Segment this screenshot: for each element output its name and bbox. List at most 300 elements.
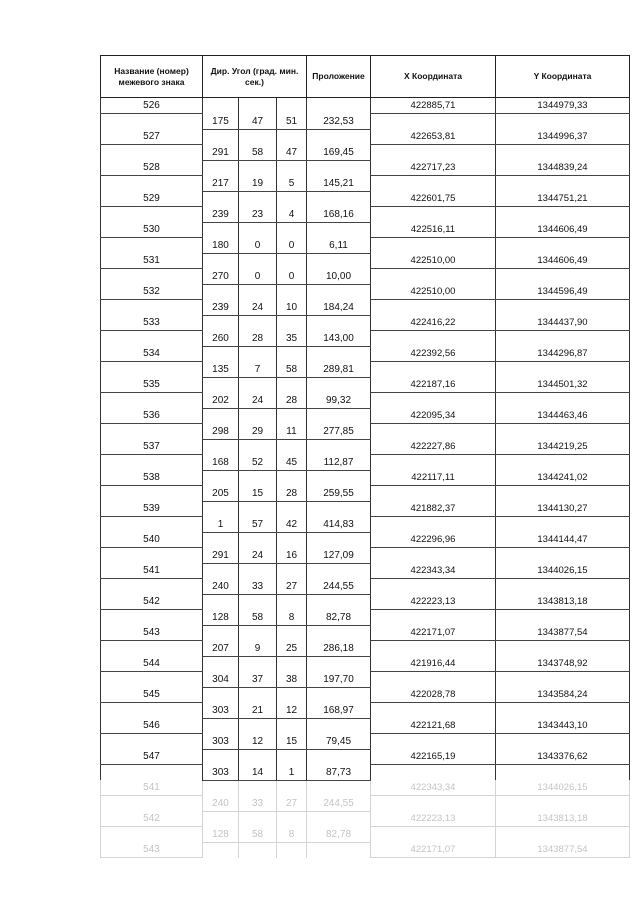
angle-minutes-cell: 14 bbox=[239, 765, 277, 781]
mark-name-cell bbox=[101, 362, 203, 378]
angle-minutes-cell bbox=[239, 532, 277, 548]
angle-minutes-cell: 29 bbox=[239, 424, 277, 440]
y-coordinate-cell: 1343877,54 bbox=[496, 625, 630, 641]
angle-seconds-cell: 8 bbox=[277, 610, 307, 626]
segment-row bbox=[101, 331, 630, 347]
mark-name-cell: 538 bbox=[101, 470, 203, 486]
mark-name-cell bbox=[101, 238, 203, 254]
angle-seconds-cell: 42 bbox=[277, 517, 307, 533]
angle-minutes-cell: 19 bbox=[239, 176, 277, 192]
angle-minutes-cell: 47 bbox=[239, 114, 277, 130]
distance-cell: 289,81 bbox=[307, 362, 371, 378]
distance-cell bbox=[307, 160, 371, 176]
mark-name-cell: 543 bbox=[101, 842, 203, 858]
y-coordinate-cell bbox=[496, 331, 630, 347]
x-coordinate-cell bbox=[371, 176, 496, 192]
boundary-mark-row bbox=[101, 625, 630, 641]
angle-seconds-cell: 28 bbox=[277, 486, 307, 502]
distance-cell: 184,24 bbox=[307, 300, 371, 316]
distance-cell: 232,53 bbox=[307, 114, 371, 130]
y-coordinate-cell bbox=[496, 703, 630, 719]
y-coordinate-cell: 1344996,37 bbox=[496, 129, 630, 145]
angle-degrees-cell: 202 bbox=[203, 393, 239, 409]
x-coordinate-cell: 422416,22 bbox=[371, 315, 496, 331]
angle-minutes-cell bbox=[239, 842, 277, 858]
mark-name-cell: 535 bbox=[101, 377, 203, 393]
angle-degrees-cell: 260 bbox=[203, 331, 239, 347]
mark-name-cell: 539 bbox=[101, 501, 203, 517]
y-coordinate-cell bbox=[496, 145, 630, 161]
x-coordinate-cell bbox=[371, 765, 496, 781]
angle-seconds-cell: 0 bbox=[277, 269, 307, 285]
angle-degrees-cell bbox=[203, 222, 239, 238]
angle-seconds-cell bbox=[277, 532, 307, 548]
y-coordinate-cell: 1343443,10 bbox=[496, 718, 630, 734]
y-coordinate-cell bbox=[496, 486, 630, 502]
distance-cell: 82,78 bbox=[307, 827, 371, 843]
mark-name-cell bbox=[101, 424, 203, 440]
segment-row bbox=[101, 672, 630, 688]
angle-minutes-cell bbox=[239, 346, 277, 362]
x-coordinate-cell: 422653,81 bbox=[371, 129, 496, 145]
distance-cell bbox=[307, 284, 371, 300]
angle-degrees-cell bbox=[203, 98, 239, 114]
mark-name-cell bbox=[101, 579, 203, 595]
segment-row bbox=[101, 145, 630, 161]
angle-degrees-cell bbox=[203, 346, 239, 362]
header-angle: Дир. Угол (град. мин. сек.) bbox=[203, 56, 307, 98]
x-coordinate-cell: 421916,44 bbox=[371, 656, 496, 672]
angle-seconds-cell bbox=[277, 625, 307, 641]
angle-seconds-cell bbox=[277, 842, 307, 858]
angle-degrees-cell bbox=[203, 687, 239, 703]
mark-name-cell: 526 bbox=[101, 98, 203, 114]
angle-degrees-cell: 168 bbox=[203, 455, 239, 471]
segment-row bbox=[101, 765, 630, 781]
header-y: Y Координата bbox=[496, 56, 630, 98]
x-coordinate-cell: 422028,78 bbox=[371, 687, 496, 703]
distance-cell bbox=[307, 346, 371, 362]
distance-cell bbox=[307, 625, 371, 641]
distance-cell: 168,16 bbox=[307, 207, 371, 223]
angle-seconds-cell bbox=[277, 439, 307, 455]
x-coordinate-cell: 422885,71 bbox=[371, 98, 496, 114]
angle-minutes-cell bbox=[239, 315, 277, 331]
x-coordinate-cell: 422392,56 bbox=[371, 346, 496, 362]
y-coordinate-cell bbox=[496, 610, 630, 626]
angle-minutes-cell bbox=[239, 594, 277, 610]
angle-seconds-cell: 38 bbox=[277, 672, 307, 688]
x-coordinate-cell bbox=[371, 610, 496, 626]
angle-seconds-cell bbox=[277, 687, 307, 703]
angle-seconds-cell bbox=[277, 315, 307, 331]
angle-degrees-cell bbox=[203, 284, 239, 300]
boundary-mark-row bbox=[101, 160, 630, 176]
y-coordinate-cell: 1344241,02 bbox=[496, 470, 630, 486]
angle-degrees-cell: 240 bbox=[203, 796, 239, 812]
mark-name-cell: 533 bbox=[101, 315, 203, 331]
angle-degrees-cell bbox=[203, 408, 239, 424]
angle-seconds-cell: 11 bbox=[277, 424, 307, 440]
x-coordinate-cell bbox=[371, 238, 496, 254]
angle-seconds-cell: 51 bbox=[277, 114, 307, 130]
distance-cell bbox=[307, 129, 371, 145]
angle-minutes-cell: 58 bbox=[239, 145, 277, 161]
distance-cell: 169,45 bbox=[307, 145, 371, 161]
angle-seconds-cell bbox=[277, 563, 307, 579]
distance-cell: 197,70 bbox=[307, 672, 371, 688]
distance-cell bbox=[307, 377, 371, 393]
mark-name-cell: 528 bbox=[101, 160, 203, 176]
mark-name-cell bbox=[101, 734, 203, 750]
mark-name-cell: 541 bbox=[101, 780, 203, 796]
angle-minutes-cell: 21 bbox=[239, 703, 277, 719]
segment-row bbox=[101, 300, 630, 316]
angle-minutes-cell: 52 bbox=[239, 455, 277, 471]
x-coordinate-cell bbox=[371, 455, 496, 471]
angle-seconds-cell: 27 bbox=[277, 796, 307, 812]
angle-degrees-cell: 128 bbox=[203, 610, 239, 626]
x-coordinate-cell bbox=[371, 641, 496, 657]
header-x: X Координата bbox=[371, 56, 496, 98]
angle-minutes-cell: 0 bbox=[239, 238, 277, 254]
mark-name-cell: 536 bbox=[101, 408, 203, 424]
angle-degrees-cell: 135 bbox=[203, 362, 239, 378]
angle-seconds-cell bbox=[277, 191, 307, 207]
y-coordinate-cell bbox=[496, 579, 630, 595]
y-coordinate-cell bbox=[496, 548, 630, 564]
x-coordinate-cell: 422601,75 bbox=[371, 191, 496, 207]
y-coordinate-cell bbox=[496, 300, 630, 316]
angle-minutes-cell bbox=[239, 656, 277, 672]
angle-minutes-cell: 33 bbox=[239, 796, 277, 812]
distance-cell: 79,45 bbox=[307, 734, 371, 750]
angle-seconds-cell bbox=[277, 501, 307, 517]
x-coordinate-cell: 421882,37 bbox=[371, 501, 496, 517]
distance-cell: 168,97 bbox=[307, 703, 371, 719]
angle-minutes-cell bbox=[239, 501, 277, 517]
y-coordinate-cell: 1344437,90 bbox=[496, 315, 630, 331]
y-coordinate-cell bbox=[496, 176, 630, 192]
angle-seconds-cell: 10 bbox=[277, 300, 307, 316]
y-coordinate-cell: 1344839,24 bbox=[496, 160, 630, 176]
angle-minutes-cell: 33 bbox=[239, 579, 277, 595]
angle-seconds-cell bbox=[277, 377, 307, 393]
distance-cell: 143,00 bbox=[307, 331, 371, 347]
angle-seconds-cell: 0 bbox=[277, 238, 307, 254]
segment-row bbox=[101, 517, 630, 533]
distance-cell bbox=[307, 563, 371, 579]
angle-seconds-cell: 35 bbox=[277, 331, 307, 347]
y-coordinate-cell bbox=[496, 393, 630, 409]
angle-degrees-cell: 298 bbox=[203, 424, 239, 440]
distance-cell bbox=[307, 98, 371, 114]
angle-minutes-cell bbox=[239, 253, 277, 269]
x-coordinate-cell: 422223,13 bbox=[371, 594, 496, 610]
mark-name-cell: 542 bbox=[101, 594, 203, 610]
mark-name-cell: 544 bbox=[101, 656, 203, 672]
header-distance: Проложение bbox=[307, 56, 371, 98]
angle-seconds-cell: 27 bbox=[277, 579, 307, 595]
angle-minutes-cell bbox=[239, 749, 277, 765]
y-coordinate-cell: 1344596,49 bbox=[496, 284, 630, 300]
y-coordinate-cell bbox=[496, 362, 630, 378]
segment-row bbox=[101, 393, 630, 409]
angle-degrees-cell bbox=[203, 811, 239, 827]
y-coordinate-cell bbox=[496, 269, 630, 285]
angle-seconds-cell bbox=[277, 129, 307, 145]
boundary-mark-row bbox=[101, 811, 630, 827]
angle-degrees-cell bbox=[203, 439, 239, 455]
distance-cell: 145,21 bbox=[307, 176, 371, 192]
mark-name-cell bbox=[101, 114, 203, 130]
mark-name-cell bbox=[101, 176, 203, 192]
angle-degrees-cell: 303 bbox=[203, 765, 239, 781]
angle-minutes-cell bbox=[239, 408, 277, 424]
angle-degrees-cell bbox=[203, 656, 239, 672]
angle-seconds-cell: 58 bbox=[277, 362, 307, 378]
x-coordinate-cell bbox=[371, 827, 496, 843]
angle-seconds-cell: 15 bbox=[277, 734, 307, 750]
mark-name-cell: 546 bbox=[101, 718, 203, 734]
segment-row bbox=[101, 486, 630, 502]
angle-degrees-cell: 217 bbox=[203, 176, 239, 192]
x-coordinate-cell: 422223,13 bbox=[371, 811, 496, 827]
angle-degrees-cell bbox=[203, 842, 239, 858]
boundary-mark-row bbox=[101, 842, 630, 858]
y-coordinate-cell bbox=[496, 424, 630, 440]
angle-minutes-cell bbox=[239, 563, 277, 579]
x-coordinate-cell bbox=[371, 145, 496, 161]
angle-minutes-cell bbox=[239, 625, 277, 641]
boundary-mark-row bbox=[101, 346, 630, 362]
x-coordinate-cell bbox=[371, 114, 496, 130]
y-coordinate-cell: 1343584,24 bbox=[496, 687, 630, 703]
x-coordinate-cell: 422510,00 bbox=[371, 253, 496, 269]
distance-cell: 87,73 bbox=[307, 765, 371, 781]
distance-cell bbox=[307, 439, 371, 455]
angle-seconds-cell: 1 bbox=[277, 765, 307, 781]
angle-minutes-cell bbox=[239, 470, 277, 486]
distance-cell: 127,09 bbox=[307, 548, 371, 564]
segment-row bbox=[101, 176, 630, 192]
x-coordinate-cell bbox=[371, 331, 496, 347]
angle-degrees-cell: 239 bbox=[203, 300, 239, 316]
angle-degrees-cell: 175 bbox=[203, 114, 239, 130]
y-coordinate-cell: 1344026,15 bbox=[496, 780, 630, 796]
angle-minutes-cell bbox=[239, 439, 277, 455]
boundary-mark-row bbox=[101, 501, 630, 517]
distance-cell: 414,83 bbox=[307, 517, 371, 533]
y-coordinate-cell: 1343813,18 bbox=[496, 594, 630, 610]
distance-cell: 10,00 bbox=[307, 269, 371, 285]
distance-cell bbox=[307, 315, 371, 331]
mark-name-cell bbox=[101, 765, 203, 781]
x-coordinate-cell: 422516,11 bbox=[371, 222, 496, 238]
angle-degrees-cell: 207 bbox=[203, 641, 239, 657]
angle-minutes-cell: 24 bbox=[239, 300, 277, 316]
y-coordinate-cell bbox=[496, 641, 630, 657]
x-coordinate-cell bbox=[371, 672, 496, 688]
distance-cell bbox=[307, 501, 371, 517]
mark-name-cell bbox=[101, 269, 203, 285]
angle-degrees-cell bbox=[203, 129, 239, 145]
x-coordinate-cell: 422510,00 bbox=[371, 284, 496, 300]
mark-name-cell bbox=[101, 207, 203, 223]
mark-name-cell bbox=[101, 331, 203, 347]
distance-cell: 244,55 bbox=[307, 579, 371, 595]
y-coordinate-cell bbox=[496, 114, 630, 130]
segment-row bbox=[101, 703, 630, 719]
x-coordinate-cell bbox=[371, 424, 496, 440]
segment-row bbox=[101, 207, 630, 223]
distance-cell bbox=[307, 594, 371, 610]
x-coordinate-cell: 422717,23 bbox=[371, 160, 496, 176]
distance-cell bbox=[307, 842, 371, 858]
distance-cell: 244,55 bbox=[307, 796, 371, 812]
y-coordinate-cell: 1344606,49 bbox=[496, 222, 630, 238]
angle-seconds-cell: 8 bbox=[277, 827, 307, 843]
y-coordinate-cell bbox=[496, 238, 630, 254]
angle-minutes-cell: 24 bbox=[239, 393, 277, 409]
angle-minutes-cell bbox=[239, 222, 277, 238]
x-coordinate-cell: 422117,11 bbox=[371, 470, 496, 486]
angle-seconds-cell: 5 bbox=[277, 176, 307, 192]
segment-row bbox=[101, 610, 630, 626]
angle-degrees-cell bbox=[203, 377, 239, 393]
angle-minutes-cell bbox=[239, 780, 277, 796]
angle-seconds-cell bbox=[277, 222, 307, 238]
angle-degrees-cell bbox=[203, 253, 239, 269]
angle-degrees-cell: 270 bbox=[203, 269, 239, 285]
boundary-mark-row bbox=[101, 377, 630, 393]
y-coordinate-cell bbox=[496, 207, 630, 223]
boundary-mark-row bbox=[101, 780, 630, 796]
angle-seconds-cell bbox=[277, 749, 307, 765]
angle-degrees-cell: 303 bbox=[203, 703, 239, 719]
x-coordinate-cell: 422343,34 bbox=[371, 563, 496, 579]
angle-seconds-cell bbox=[277, 253, 307, 269]
table-header-row bbox=[101, 56, 630, 98]
mark-name-cell bbox=[101, 827, 203, 843]
angle-minutes-cell bbox=[239, 687, 277, 703]
boundary-mark-row bbox=[101, 222, 630, 238]
mark-name-cell: 529 bbox=[101, 191, 203, 207]
mark-name-cell bbox=[101, 703, 203, 719]
angle-degrees-cell bbox=[203, 563, 239, 579]
mark-name-cell bbox=[101, 486, 203, 502]
angle-seconds-cell bbox=[277, 718, 307, 734]
x-coordinate-cell bbox=[371, 796, 496, 812]
angle-seconds-cell bbox=[277, 160, 307, 176]
angle-minutes-cell: 24 bbox=[239, 548, 277, 564]
y-coordinate-cell: 1344606,49 bbox=[496, 253, 630, 269]
segment-row bbox=[101, 114, 630, 130]
angle-degrees-cell bbox=[203, 160, 239, 176]
angle-degrees-cell: 180 bbox=[203, 238, 239, 254]
angle-seconds-cell bbox=[277, 594, 307, 610]
x-coordinate-cell bbox=[371, 734, 496, 750]
angle-seconds-cell: 45 bbox=[277, 455, 307, 471]
x-coordinate-cell bbox=[371, 703, 496, 719]
x-coordinate-cell bbox=[371, 362, 496, 378]
y-coordinate-cell bbox=[496, 734, 630, 750]
distance-cell bbox=[307, 408, 371, 424]
angle-minutes-cell bbox=[239, 811, 277, 827]
angle-minutes-cell: 9 bbox=[239, 641, 277, 657]
mark-name-cell: 543 bbox=[101, 625, 203, 641]
boundary-mark-row bbox=[101, 749, 630, 765]
angle-minutes-cell: 23 bbox=[239, 207, 277, 223]
angle-minutes-cell: 58 bbox=[239, 610, 277, 626]
angle-minutes-cell: 28 bbox=[239, 331, 277, 347]
distance-cell bbox=[307, 811, 371, 827]
angle-minutes-cell bbox=[239, 191, 277, 207]
segment-row bbox=[101, 238, 630, 254]
angle-degrees-cell: 128 bbox=[203, 827, 239, 843]
boundary-mark-row bbox=[101, 191, 630, 207]
distance-cell: 277,85 bbox=[307, 424, 371, 440]
boundary-mark-row bbox=[101, 439, 630, 455]
boundary-mark-row bbox=[101, 129, 630, 145]
mark-name-cell: 537 bbox=[101, 439, 203, 455]
segment-row bbox=[101, 548, 630, 564]
table-body bbox=[101, 98, 630, 858]
boundary-mark-row bbox=[101, 718, 630, 734]
mark-name-cell: 542 bbox=[101, 811, 203, 827]
distance-cell bbox=[307, 718, 371, 734]
boundary-coordinates-table bbox=[100, 55, 630, 858]
header-name: Название (номер) межевого знака bbox=[101, 56, 203, 98]
x-coordinate-cell bbox=[371, 207, 496, 223]
angle-minutes-cell: 58 bbox=[239, 827, 277, 843]
y-coordinate-cell: 1344219,25 bbox=[496, 439, 630, 455]
boundary-mark-row bbox=[101, 98, 630, 114]
boundary-mark-row bbox=[101, 470, 630, 486]
distance-cell bbox=[307, 191, 371, 207]
x-coordinate-cell bbox=[371, 517, 496, 533]
y-coordinate-cell bbox=[496, 672, 630, 688]
angle-degrees-cell: 1 bbox=[203, 517, 239, 533]
angle-seconds-cell bbox=[277, 656, 307, 672]
angle-seconds-cell: 47 bbox=[277, 145, 307, 161]
angle-seconds-cell bbox=[277, 346, 307, 362]
boundary-mark-row bbox=[101, 656, 630, 672]
y-coordinate-cell bbox=[496, 517, 630, 533]
distance-cell: 6,11 bbox=[307, 238, 371, 254]
x-coordinate-cell: 422187,16 bbox=[371, 377, 496, 393]
x-coordinate-cell: 422227,86 bbox=[371, 439, 496, 455]
angle-minutes-cell bbox=[239, 98, 277, 114]
x-coordinate-cell bbox=[371, 486, 496, 502]
y-coordinate-cell bbox=[496, 796, 630, 812]
angle-seconds-cell bbox=[277, 780, 307, 796]
angle-minutes-cell bbox=[239, 284, 277, 300]
angle-minutes-cell bbox=[239, 129, 277, 145]
segment-row bbox=[101, 579, 630, 595]
angle-minutes-cell bbox=[239, 377, 277, 393]
angle-seconds-cell bbox=[277, 98, 307, 114]
x-coordinate-cell: 422165,19 bbox=[371, 749, 496, 765]
segment-row bbox=[101, 455, 630, 471]
angle-degrees-cell: 303 bbox=[203, 734, 239, 750]
segment-row bbox=[101, 641, 630, 657]
segment-row bbox=[101, 362, 630, 378]
angle-degrees-cell bbox=[203, 532, 239, 548]
x-coordinate-cell bbox=[371, 548, 496, 564]
mark-name-cell bbox=[101, 610, 203, 626]
y-coordinate-cell: 1344751,21 bbox=[496, 191, 630, 207]
